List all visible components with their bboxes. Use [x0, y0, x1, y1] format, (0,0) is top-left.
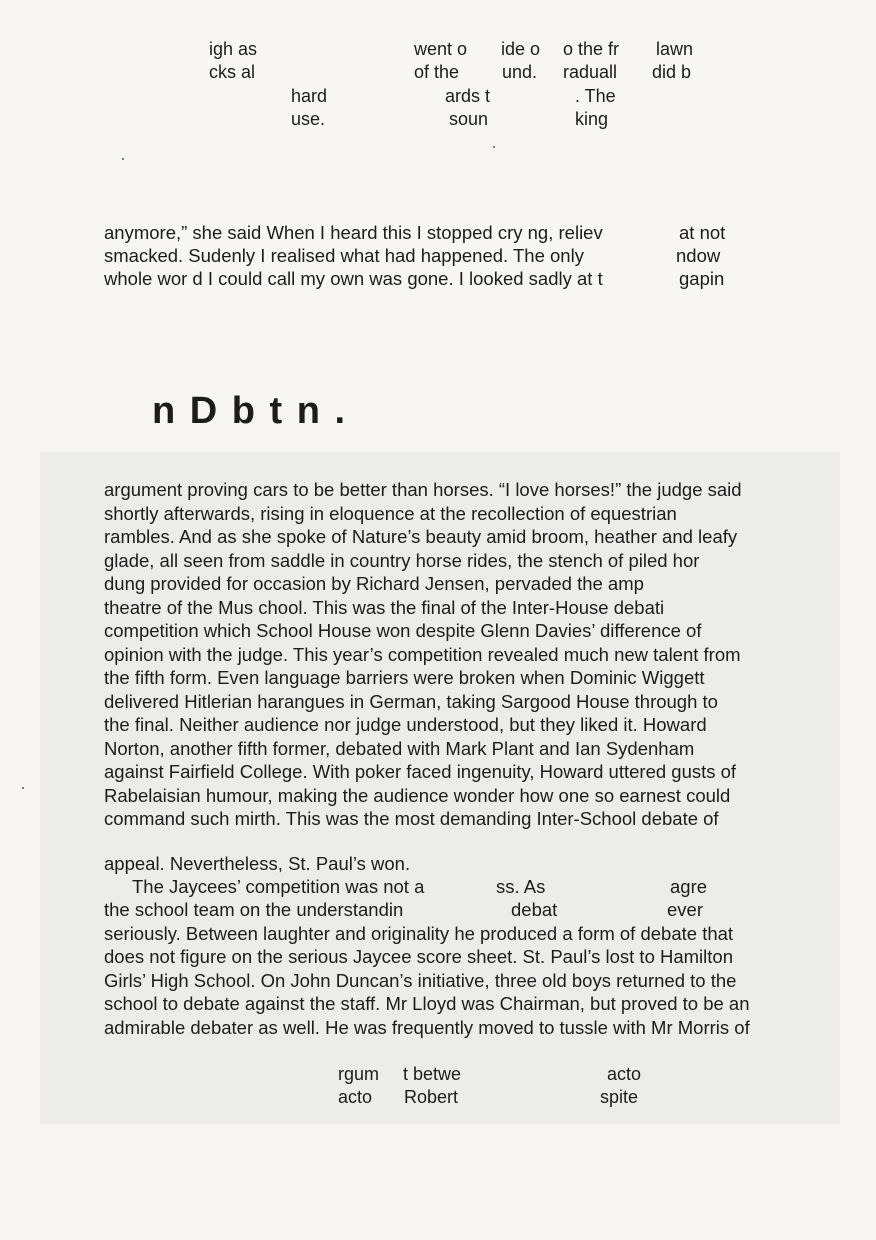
- text-line: delivered Hitlerian harangues in German, taking Sargood House through to: [104, 690, 718, 712]
- text-line: does not figure on the serious Jaycee score sheet. St. Paul’s lost to Hamilton: [104, 946, 733, 967]
- fragment: ndow: [676, 245, 721, 266]
- fragment: und.: [502, 62, 538, 82]
- text-line: the school team on the understandin: [104, 899, 404, 920]
- section-heading: n D b t n .: [152, 390, 348, 432]
- text-line: whole wor d I could call my own was gone. I looked sadly at t: [104, 268, 603, 289]
- text-line: smacked. Sudenly I realised what had happened. The only: [104, 245, 584, 266]
- text-line: command such mirth. This was the most demanding Inter-School debate of: [104, 808, 719, 829]
- fragment: . The: [575, 86, 616, 106]
- fragment: went o: [414, 39, 468, 59]
- text-line: shortly afterwards, rising in eloquence at the recollection of equestrian: [104, 502, 677, 524]
- text-line: admirable debater as well. He was frequently moved to tussle with Mr Morris of: [104, 1016, 750, 1038]
- fragment: raduall: [563, 62, 618, 82]
- fragment: did b: [652, 62, 692, 82]
- fragment: gapin: [679, 268, 725, 289]
- text-line: the fifth form. Even language barriers were broken when Dominic Wiggett: [104, 667, 705, 688]
- fragment: of the: [414, 62, 460, 82]
- fragment: king: [575, 109, 609, 129]
- text-line: Norton, another fifth former, debated with Mark Plant and Ian Sydenham: [104, 737, 695, 759]
- fragment: o the fr: [563, 39, 620, 59]
- text-line: seriously. Between laughter and originality he produced a form of debate that: [104, 922, 734, 944]
- fragment: t betwe: [403, 1064, 462, 1084]
- fragment: ss. As: [496, 876, 546, 897]
- speck: [122, 158, 124, 160]
- text-line: glade, all seen from saddle in country horse rides, the stench of piled hor: [104, 549, 700, 571]
- fragment: use.: [291, 109, 326, 129]
- fragment: cks al: [209, 62, 256, 82]
- text-line: school to debate against the staff. Mr Lloyd was Chairman, but proved to be an: [104, 993, 750, 1014]
- speck: [493, 146, 495, 148]
- fragment: acto: [338, 1087, 373, 1107]
- fragment: Robert: [404, 1087, 459, 1107]
- fragment: igh as: [209, 39, 258, 59]
- text-line: opinion with the judge. This year’s competition revealed much new talent from: [104, 643, 741, 665]
- text-line: competition which School House won despite Glenn Davies’ difference of: [104, 620, 702, 641]
- fragment: debat: [511, 899, 558, 920]
- fragment: ards t: [445, 86, 491, 106]
- text-line: theatre of the Mus chool. This was the final of the Inter-House debati: [104, 596, 665, 618]
- text-line: Girls’ High School. On John Duncan’s initiative, three old boys returned to the: [104, 969, 737, 991]
- text-line: rambles. And as she spoke of Nature’s beauty amid broom, heather and leafy: [104, 526, 738, 547]
- text-line: anymore,” she said When I heard this I stopped cry ng, reliev: [104, 222, 603, 243]
- text-line: dung provided for occasion by Richard Jensen, pervaded the amp: [104, 573, 644, 594]
- fragment: spite: [600, 1087, 639, 1107]
- speck: [22, 787, 24, 789]
- fragment: agre: [670, 876, 708, 897]
- text-line: The Jaycees’ competition was not a: [132, 876, 425, 897]
- fragment: ide o: [501, 39, 541, 59]
- fragment: hard: [291, 86, 328, 106]
- fragment: soun: [449, 109, 489, 129]
- text-line: appeal. Nevertheless, St. Paul’s won.: [104, 853, 411, 874]
- fragment: acto: [607, 1064, 642, 1084]
- text-line: Rabelaisian humour, making the audience wonder how one so earnest could: [104, 784, 731, 806]
- text-line: against Fairfield College. With poker faced ingenuity, Howard uttered gusts of: [104, 761, 737, 782]
- text-line: argument proving cars to be better than horses. “I love horses!” the judge said: [104, 479, 742, 500]
- fragment: lawn: [656, 39, 694, 59]
- fragment: rgum: [338, 1064, 380, 1084]
- text-line: the final. Neither audience nor judge understood, but they liked it. Howard: [104, 714, 707, 735]
- fragment: at not: [679, 222, 726, 243]
- fragment: ever: [667, 899, 703, 920]
